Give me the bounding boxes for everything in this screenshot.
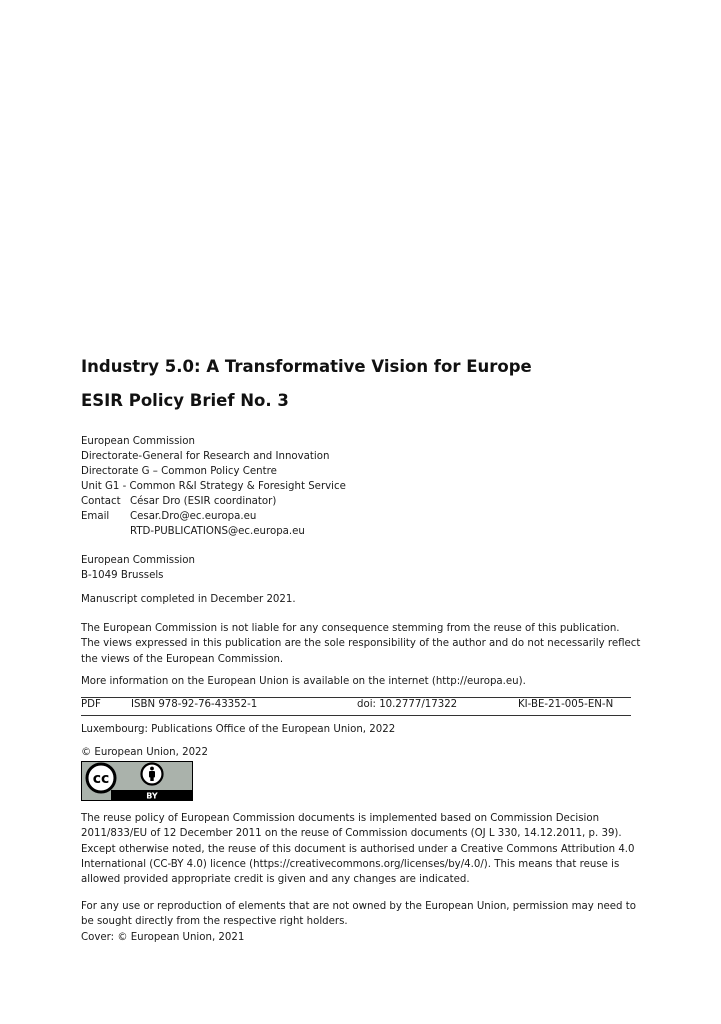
org-line: Unit G1 - Common R&I Strategy & Foresight Service — [81, 481, 346, 492]
email-row-2 — [81, 524, 346, 539]
isbn-cell: ISBN 978-92-76-43352-1 — [131, 699, 258, 710]
third-party-paragraph: For any use or reproduction of elements that are not owned by the European Union, permission may need to be sought directly from the respective right holders. — [81, 901, 636, 928]
doi-cell: doi: 10.2777/17322 — [357, 699, 458, 710]
manuscript-note: Manuscript completed in December 2021. — [81, 594, 296, 605]
address-line: B-1049 Brussels — [81, 570, 164, 581]
org-line: European Commission — [81, 436, 195, 447]
publication-identifiers — [81, 697, 631, 716]
document-subtitle: ESIR Policy Brief No. 3 — [81, 391, 289, 410]
cover-credit: Cover: © European Union, 2021 — [81, 932, 245, 943]
email-row — [81, 509, 346, 524]
address-block — [81, 553, 195, 583]
org-line: Directorate-General for Research and Innovation — [81, 451, 330, 462]
copyright-note: © European Union, 2022 — [81, 747, 209, 758]
contact-row — [81, 494, 346, 509]
cc-by-icon — [81, 761, 193, 801]
organisation-block — [81, 434, 346, 539]
cc-letters: cc — [92, 771, 110, 787]
reuse-policy-paragraph: The reuse policy of European Commission documents is implemented based on Commission Decision 2011/833/EU of 12 December 2011 on the reuse of Commission documents (OJ L 330, 14.12.2011, p. 39). Except otherwise noted, the reuse of this document is authorised under a Creative Commons Attribution 4.0 International (CC-BY 4.0) licence (https://creativecommons.org/licenses/by/4.0/). This means that reuse is allowed provided appropriate credit is given and any changes are indicated. — [81, 813, 635, 886]
email-link-1[interactable]: Cesar.Dro@ec.europa.eu — [130, 511, 257, 522]
by-label: BY — [146, 791, 158, 801]
email-label: Email — [81, 511, 110, 522]
email-link-2[interactable]: RTD-PUBLICATIONS@ec.europa.eu — [130, 526, 305, 537]
contact-label: Contact — [81, 496, 121, 507]
disclaimer-paragraph: The European Commission is not liable for any consequence stemming from the reuse of this publication. The views expressed in this publication are the sole responsibility of the author and do not necessarily reflect the views of the European Commission. — [81, 623, 641, 665]
org-line: Directorate G – Common Policy Centre — [81, 466, 277, 477]
publisher-note: Luxembourg: Publications Office of the European Union, 2022 — [81, 724, 396, 735]
document-title: Industry 5.0: A Transformative Vision for Europe — [81, 357, 532, 376]
more-info-note: More information on the European Union is available on the internet (http://europa.eu). — [81, 676, 526, 687]
format-cell: PDF — [81, 699, 101, 710]
contact-value: César Dro (ESIR coordinator) — [130, 496, 277, 507]
catalogue-cell: KI-BE-21-005-EN-N — [518, 699, 614, 710]
address-line: European Commission — [81, 555, 195, 566]
